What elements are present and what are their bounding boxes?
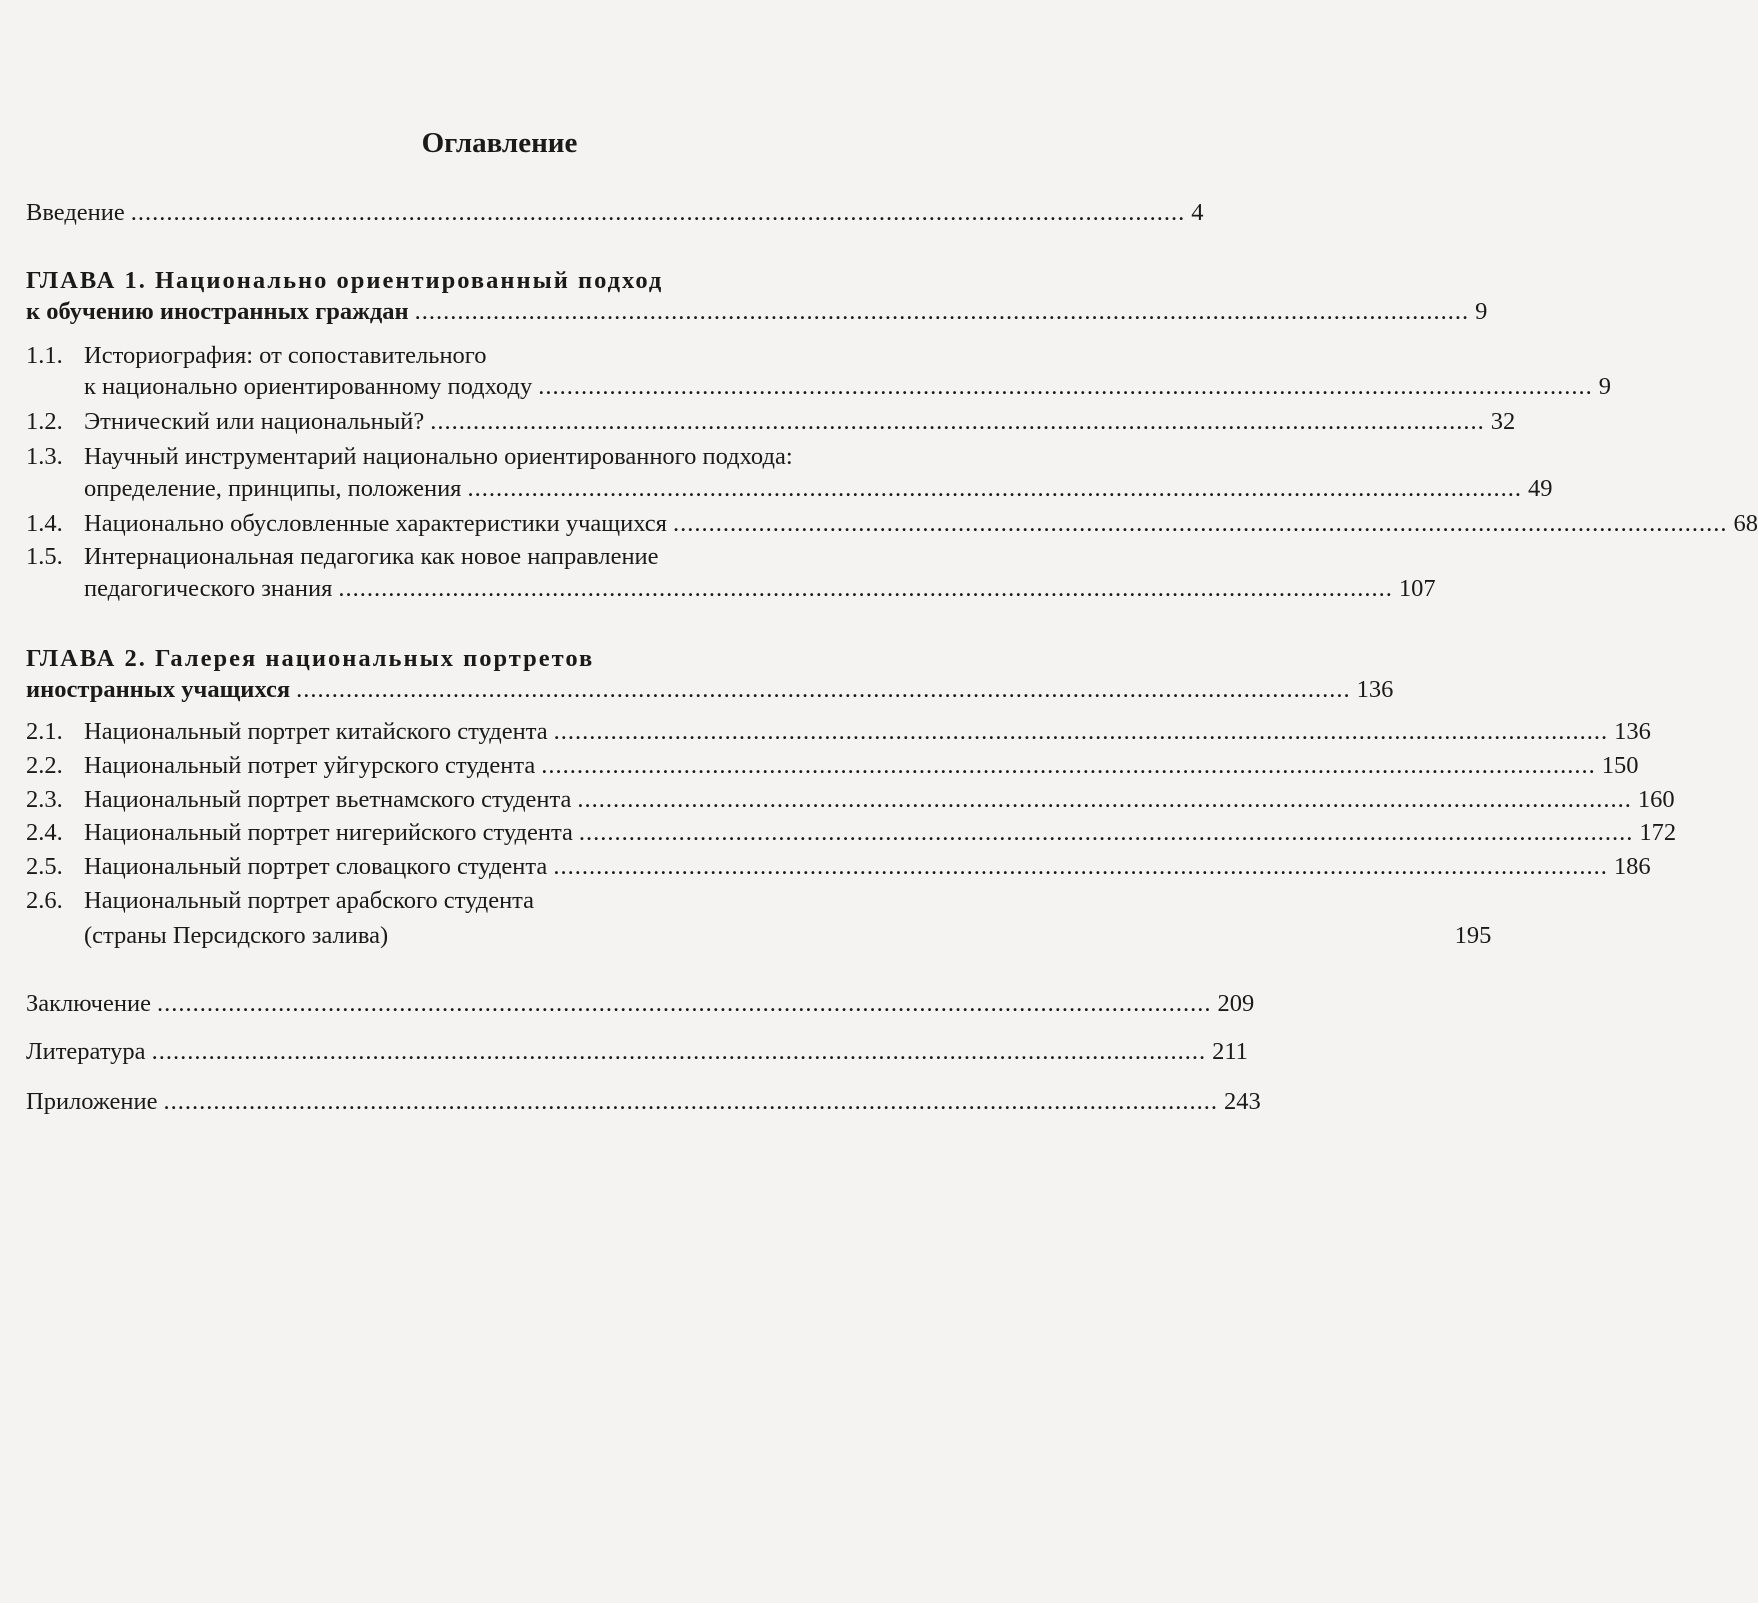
- entry-label: Литература: [26, 1038, 146, 1065]
- dot-leader: ....................................................................................................................................................: [156, 990, 1212, 1017]
- page-number: 9: [1598, 373, 1611, 400]
- entry-label: (страны Персидского залива): [84, 922, 389, 949]
- page-number: 195: [1454, 922, 1492, 949]
- page-number: 68: [1733, 510, 1758, 537]
- page-number: 211: [1212, 1038, 1248, 1065]
- entry-label: определение, принципы, положения: [84, 475, 462, 502]
- dot-leader: ....................................................................................................................................................: [467, 475, 1522, 502]
- toc-entry-2-5: [84, 851, 1651, 882]
- section-title: Национальный портрет арабского студента: [84, 887, 535, 914]
- entry-label: Национальный портрет вьетнамского студента: [84, 786, 572, 813]
- page-number: 209: [1217, 990, 1255, 1017]
- section-number: 2.1.: [26, 718, 63, 745]
- entry-label: иностранных учащихся: [26, 676, 291, 703]
- toc-entry-1-2: [84, 406, 1516, 437]
- entry-label: к национально ориентированному подходу: [84, 373, 533, 400]
- toc-entry-chapter-1: [26, 296, 1488, 327]
- toc-entry-intro: [26, 197, 1204, 228]
- page-number: 32: [1490, 408, 1516, 435]
- toc-entry-2-1: [84, 716, 1651, 747]
- page-number: 9: [1475, 298, 1488, 325]
- page-number: 150: [1601, 752, 1639, 779]
- dot-leader: ....................................................................................................................................................: [578, 819, 1634, 846]
- page-number: 136: [1614, 718, 1651, 745]
- toc-entry-2-2: [84, 750, 1639, 781]
- chapter-2-heading: [26, 643, 594, 674]
- toc-entry-1-1: [84, 371, 1611, 402]
- section-number: 1.5.: [26, 543, 63, 570]
- entry-label: педагогического знания: [84, 575, 333, 602]
- entry-label: к обучению иностранных граждан: [26, 298, 409, 325]
- chapter-2-title: ГЛАВА 2. Галерея национальных портретов: [26, 645, 595, 672]
- dot-leader: ....................................................................................................................................................: [338, 575, 1393, 602]
- page-number: 4: [1191, 199, 1204, 226]
- section-number: 2.3.: [26, 786, 63, 813]
- dot-leader: ....................................................................................................................................................: [151, 1038, 1207, 1065]
- dot-leader: ....................................................................................................................................................: [130, 199, 1186, 226]
- page-number: 172: [1639, 819, 1677, 846]
- entry-label: Национальный портрет китайского студента: [84, 718, 548, 745]
- toc-entry-chapter-2: [26, 674, 1394, 705]
- toc-entry-2-6: [84, 920, 1492, 951]
- section-title: Историография: от сопоставительного: [84, 342, 487, 369]
- entry-label: Заключение: [26, 990, 151, 1017]
- entry-label: Национально обусловленные характеристики учащихся: [84, 510, 667, 537]
- section-number: 1.3.: [26, 443, 63, 470]
- section-number: 1.2.: [26, 408, 63, 435]
- toc-entry-appendix: [26, 1086, 1261, 1117]
- chapter-1-title: ГЛАВА 1. Национально ориентированный подход: [26, 267, 664, 294]
- dot-leader: ....................................................................................................................................................: [541, 752, 1596, 779]
- dot-leader: ....................................................................................................................................................: [538, 373, 1593, 400]
- section-title: Научный инструментарий национально ориентированного подхода:: [84, 443, 793, 470]
- page-number: 160: [1637, 786, 1675, 813]
- section-number: 2.6.: [26, 887, 63, 914]
- toc-entry-1-3: [84, 473, 1553, 504]
- dot-leader: ....................................................................................................................................................: [163, 1088, 1218, 1115]
- dot-leader: ....................................................................................................................................................: [553, 853, 1608, 880]
- chapter-1-heading: [26, 265, 663, 296]
- dot-leader: ....................................................................................................................................................: [414, 298, 1470, 325]
- section-number: 2.2.: [26, 752, 63, 779]
- page-number: 136: [1356, 676, 1394, 703]
- dot-leader: ....................................................................................................................................................: [577, 786, 1632, 813]
- page-number: 49: [1527, 475, 1553, 502]
- dot-leader: ....................................................................................................................................................: [553, 718, 1609, 745]
- toc-entry-literature: [26, 1036, 1248, 1067]
- dot-leader: ....................................................................................................................................................: [296, 676, 1351, 703]
- dot-leader: ....................................................................................................................................................: [430, 408, 1485, 435]
- entry-label: Приложение: [26, 1088, 158, 1115]
- entry-label: Национальный портрет нигерийского студента: [84, 819, 573, 846]
- toc-entry-2-4: [84, 817, 1677, 848]
- entry-label: Национальный портрет словацкого студента: [84, 853, 548, 880]
- toc-entry-2-3: [84, 784, 1675, 815]
- section-title: Интернациональная педагогика как новое направление: [84, 543, 659, 570]
- section-number: 2.4.: [26, 819, 63, 846]
- entry-label: Этнический или национальный?: [84, 408, 425, 435]
- page-number: 107: [1398, 575, 1436, 602]
- page-number: 243: [1224, 1088, 1261, 1115]
- toc-entry-1-5: [84, 573, 1436, 604]
- section-number: 1.4.: [26, 510, 63, 537]
- entry-label: Введение: [26, 199, 125, 226]
- entry-label: Национальный потрет уйгурского студента: [84, 752, 536, 779]
- toc-entry-conclusion: [26, 988, 1255, 1019]
- page-number: 186: [1613, 853, 1651, 880]
- toc-entry-1-4: [84, 508, 1758, 539]
- dot-leader: ....................................................................................................................................................: [672, 510, 1728, 537]
- toc-title: Оглавление: [421, 127, 578, 159]
- section-number: 1.1.: [26, 342, 63, 369]
- section-number: 2.5.: [26, 853, 63, 880]
